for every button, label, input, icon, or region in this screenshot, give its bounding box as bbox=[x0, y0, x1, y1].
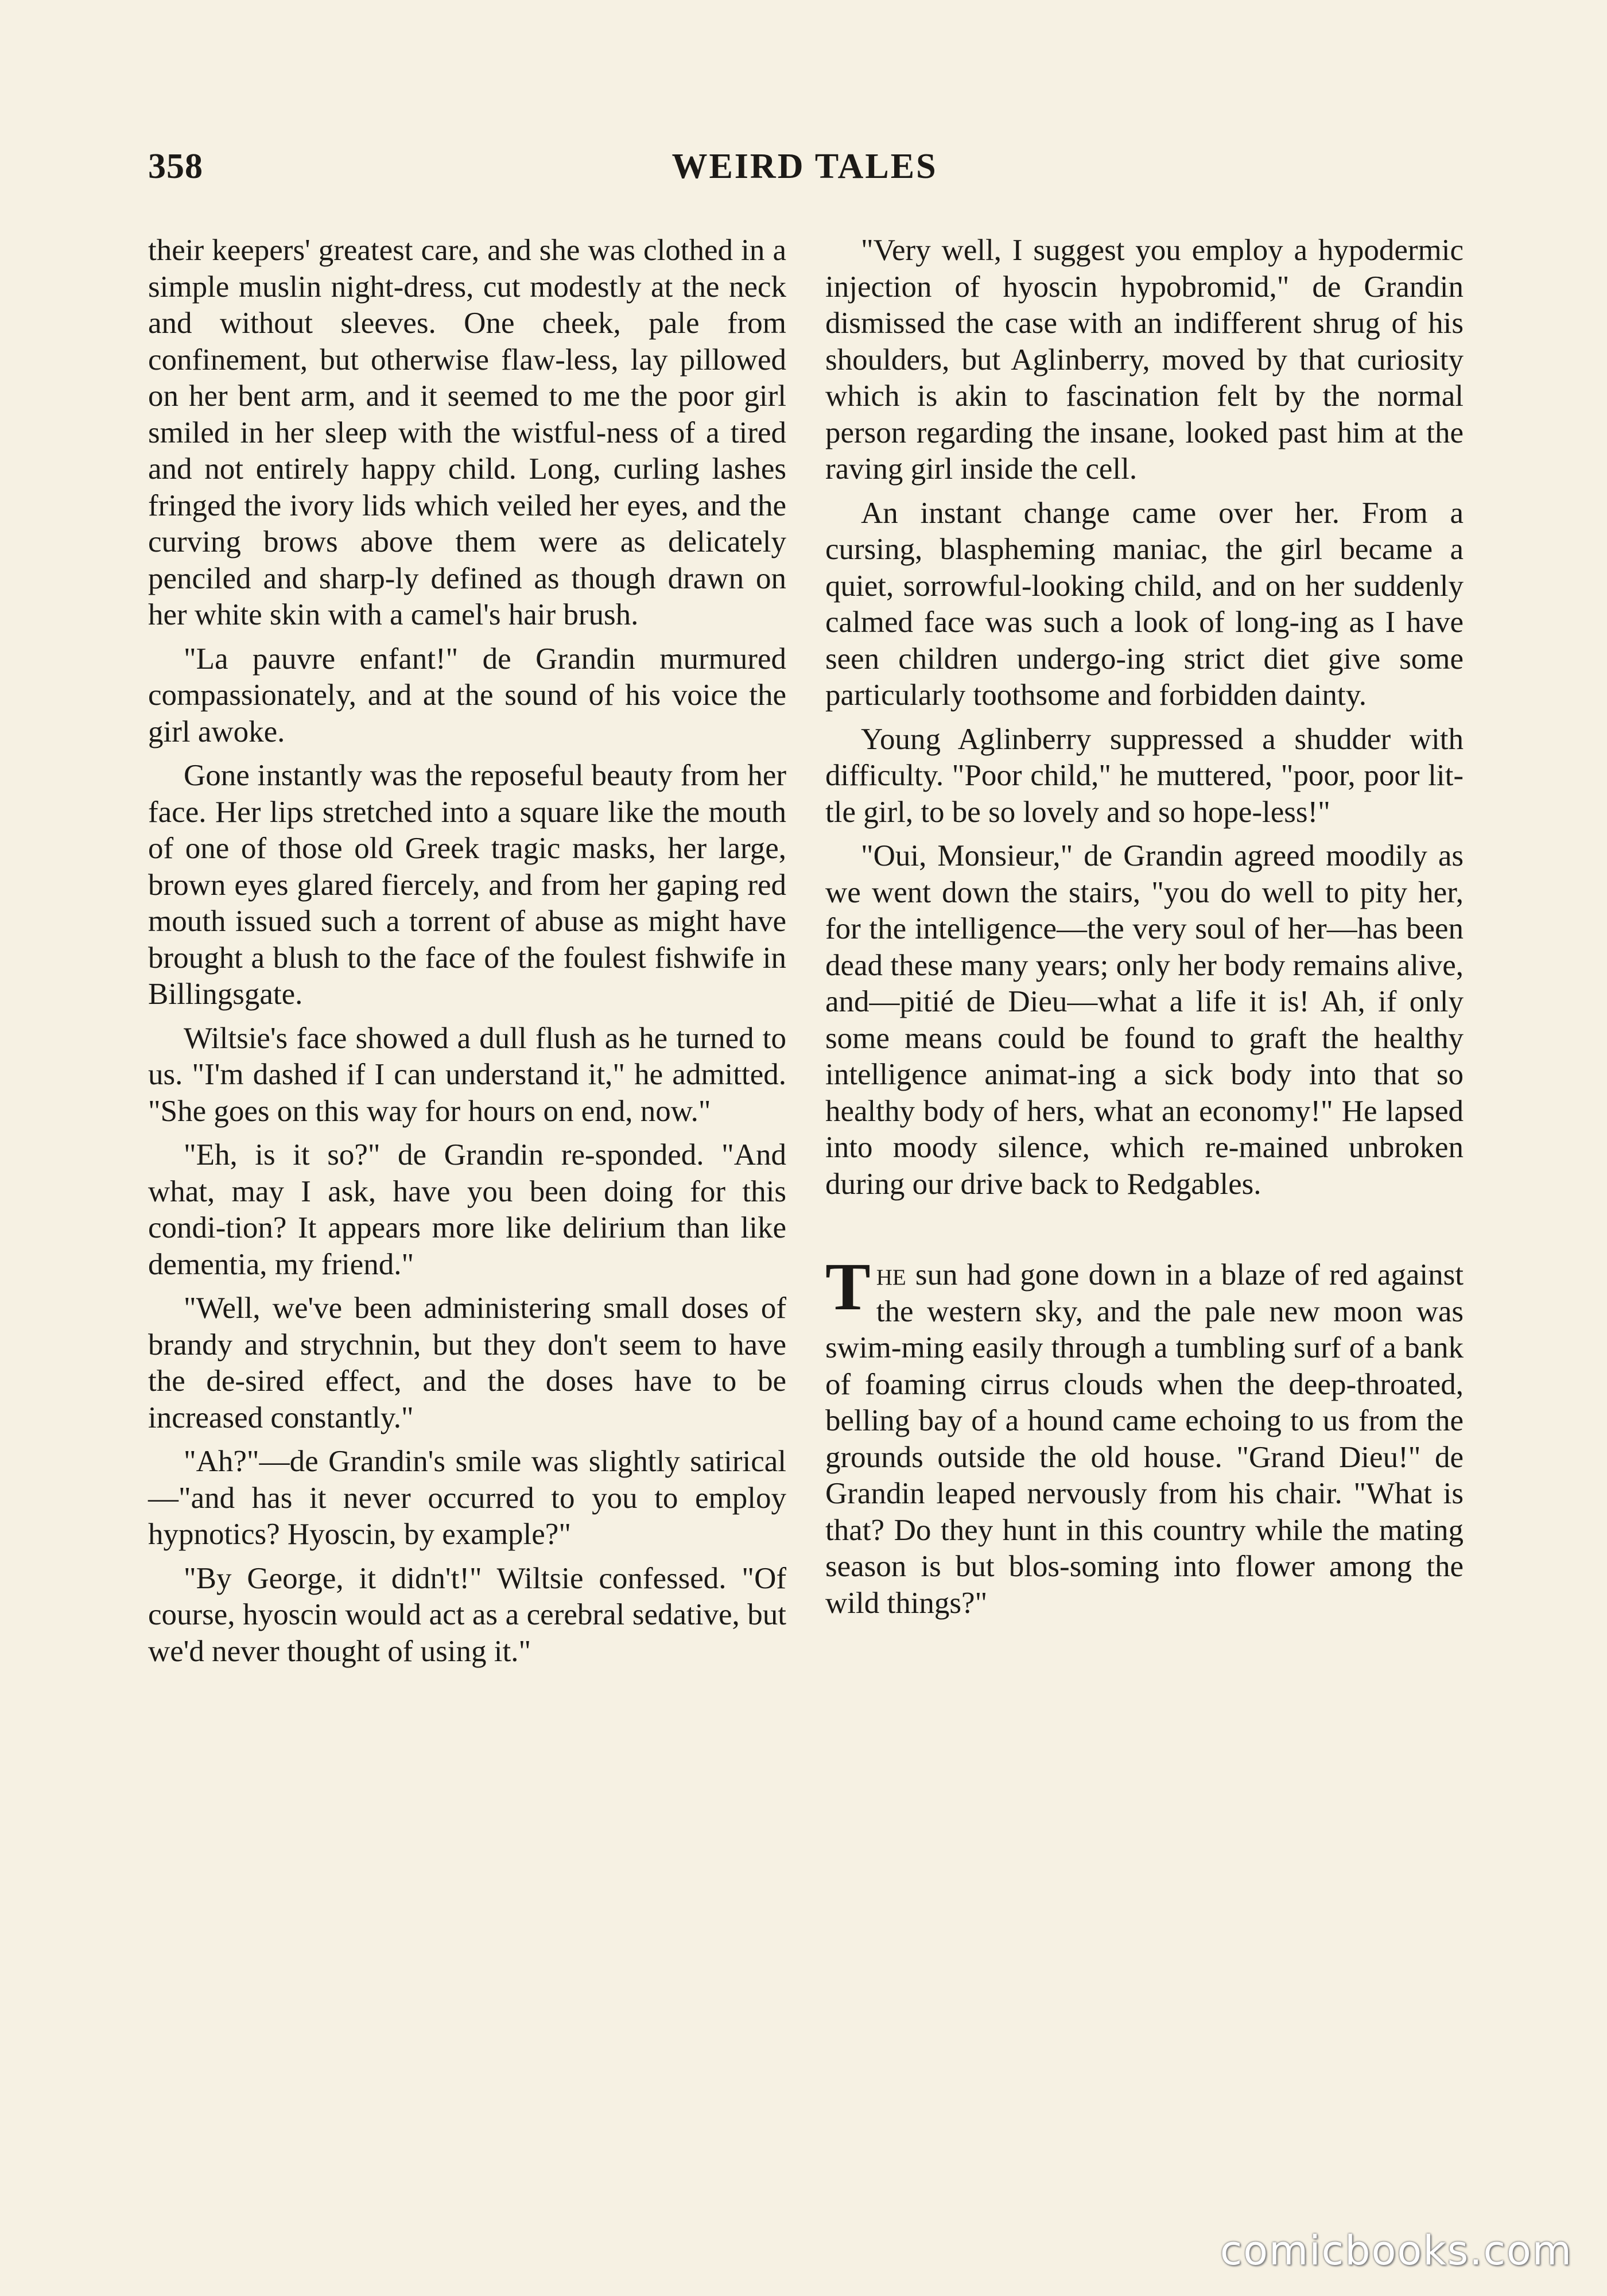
paragraph: "Very well, I suggest you employ a hypodermic injection of hyoscin hypobromid," de Grandin dismissed the case with an indifferent shrug of his shoulders, but Aglinberry, moved by that curiosity which is akin to fascination felt by the normal person regarding the insane, looked past him at the raving girl inside the cell. bbox=[825, 234, 1464, 486]
drop-cap: T bbox=[825, 1249, 871, 1324]
page-number: 358 bbox=[148, 147, 203, 186]
section-text: sun had gone down in a blaze of red against the western sky, and the pale new moon was swim-ming easily through a tumbling surf of a bank of foaming cirrus clouds when the deep-throated, belling bay of a hound came echoing to us from the grounds outside the old house. "Grand Dieu!" de Grandin leaped nervously from his chair. "What is that? Do they hunt in this country while the mating season is but blos-soming into flower among the wild things?" bbox=[825, 1258, 1464, 1620]
paragraph: "Well, we've been administering small doses of brandy and strychnin, but they don't seem to have the de-sired effect, and the doses have to be increased constantly." bbox=[148, 1292, 786, 1434]
paragraph: "By George, it didn't!" Wiltsie confessed. "Of course, hyoscin would act as a cerebral sedative, but we'd never thought of using it." bbox=[148, 1561, 786, 1668]
section-opening-paragraph bbox=[825, 1249, 1464, 1622]
left-column bbox=[148, 232, 786, 1677]
section-break bbox=[825, 1210, 1464, 1256]
paragraph: Wiltsie's face showed a dull flush as he turned to us. "I'm dashed if I can understand it," he admitted. "She goes on this way for hours on end, now." bbox=[148, 1021, 786, 1128]
paragraph: Gone instantly was the reposeful beauty from her face. Her lips stretched into a square like the mouth of one of those old Greek tragic masks, her large, brown eyes glared fiercely, and from her gaping red mouth issued such a torrent of abuse as might have brought a blush to the face of the foulest fishwife in Billingsgate. bbox=[148, 759, 786, 1011]
site-watermark: comicbooks.com bbox=[1220, 2227, 1573, 2274]
running-title: WEIRD TALES bbox=[671, 147, 938, 186]
paragraph: their keepers' greatest care, and she was clothed in a simple muslin night-dress, cut modestly at the neck and without sleeves. One cheek, pale from confinement, but otherwise flaw-less, lay pillowed on her bent arm, and it seemed to me the poor girl smiled in her sleep with the wistful-ness of a tired and not entirely happy child. Long, curling lashes fringed the ivory lids which veiled her eyes, and the curving brows above them were as delicately penciled and sharp-ly defined as though drawn on her white skin with a camel's hair brush. bbox=[148, 234, 786, 631]
paragraph: "La pauvre enfant!" de Grandin murmured compassionately, and at the sound of his voice the girl awoke. bbox=[148, 642, 786, 748]
paragraph: Young Aglinberry suppressed a shudder with difficulty. "Poor child," he muttered, "poor, poor lit-tle girl, to be so lovely and so hope-less!" bbox=[825, 722, 1464, 829]
paragraph: "Ah?"—de Grandin's smile was slightly satirical—"and has it never occurred to you to employ hypnotics? Hyoscin, by example?" bbox=[148, 1445, 786, 1551]
right-column bbox=[825, 232, 1464, 1629]
small-caps-lead: he bbox=[876, 1256, 906, 1292]
page-header bbox=[148, 146, 1461, 198]
paragraph: An instant change came over her. From a cursing, blaspheming maniac, the girl became a quiet, sorrowful-looking child, and on her suddenly calmed face was such a look of long-ing as I have seen children undergo-ing strict diet give some particularly toothsome and forbidden dainty. bbox=[825, 496, 1464, 712]
paragraph: "Eh, is it so?" de Grandin re-sponded. "And what, may I ask, have you been doing for this condi-tion? It appears more like delirium than like dementia, my friend." bbox=[148, 1138, 786, 1281]
paragraph: "Oui, Monsieur," de Grandin agreed moodily as we went down the stairs, "you do well to pity her, for the intelligence—the very soul of her—has been dead these many years; only her body remains alive, and—pitié de Dieu—what a life it is! Ah, if only some means could be found to graft the healthy intelligence animat-ing a sick body into that so healthy body of hers, what an economy!" He lapsed into moody silence, which re-mained unbroken during our drive back to Redgables. bbox=[825, 839, 1464, 1201]
